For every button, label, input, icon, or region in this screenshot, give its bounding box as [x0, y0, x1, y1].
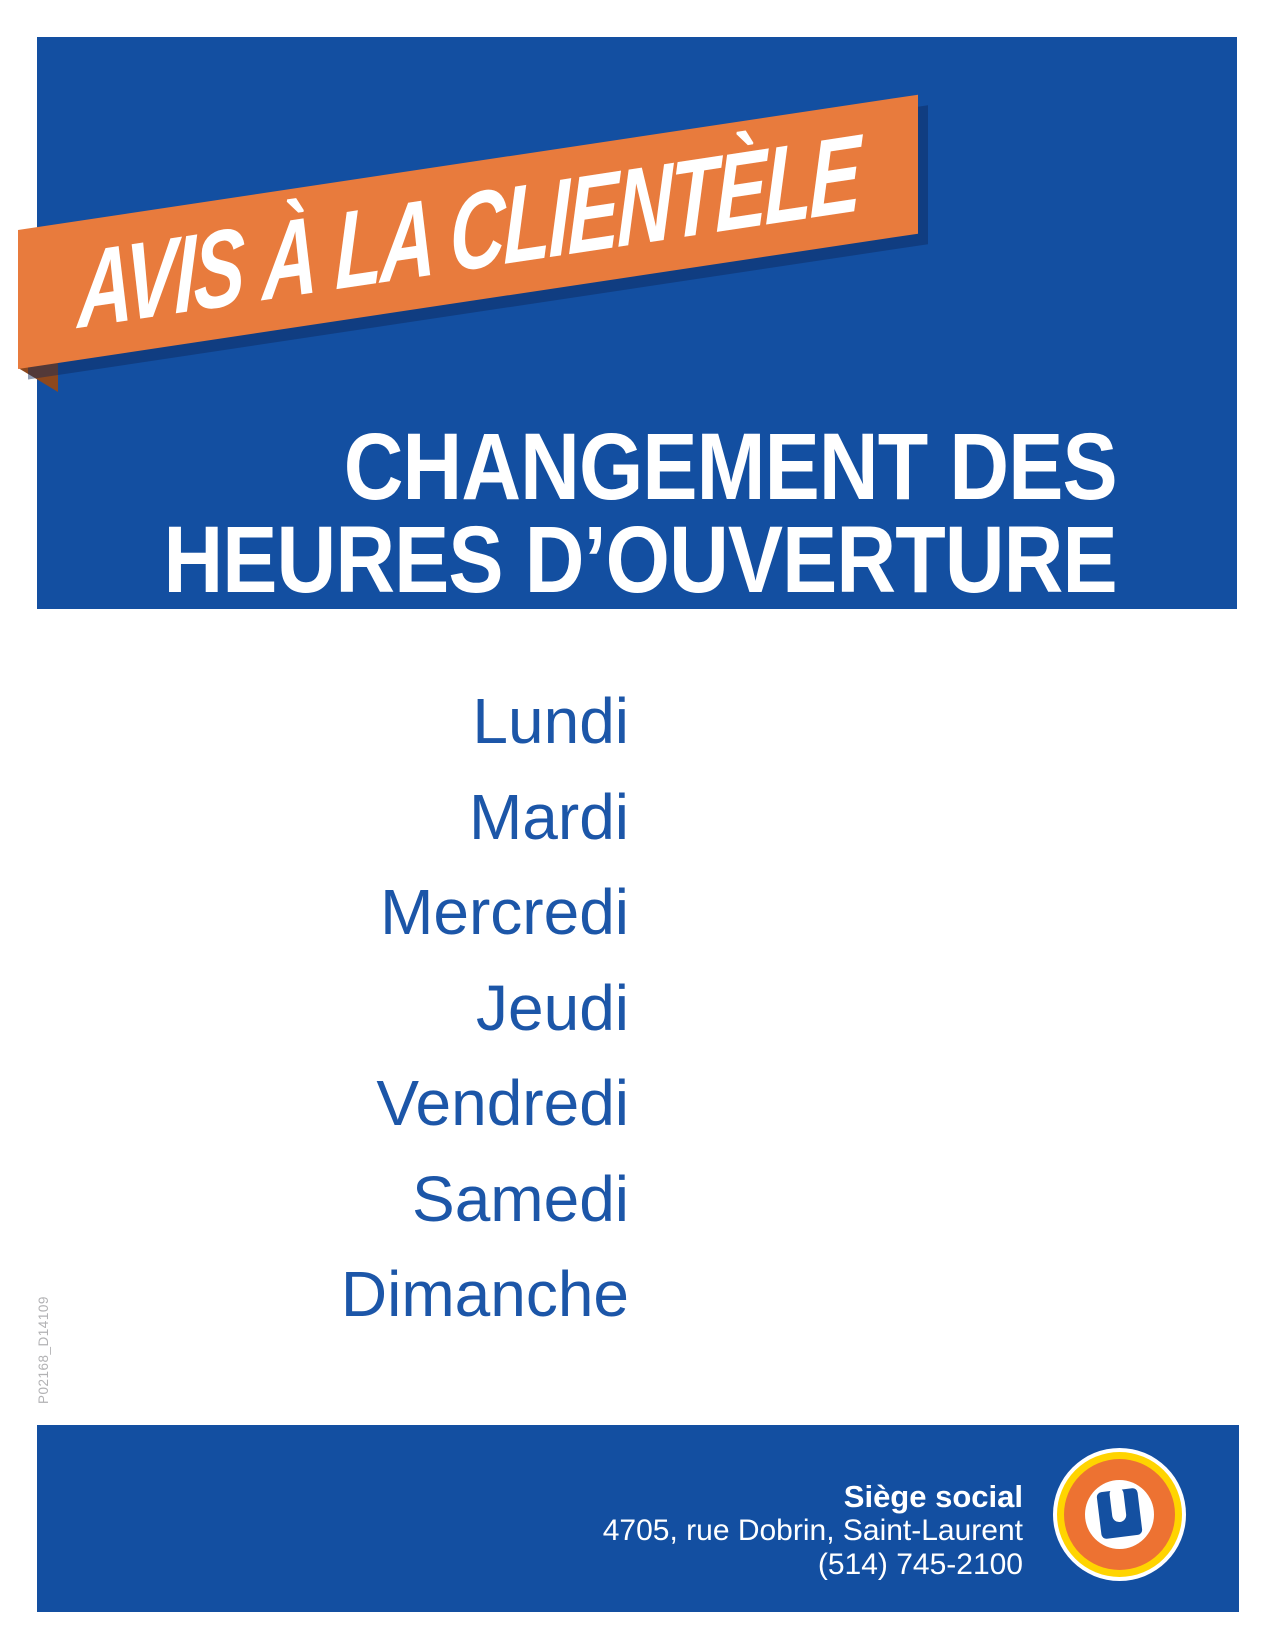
footer-address: 4705, rue Dobrin, Saint-Laurent [602, 1514, 1023, 1547]
day-label-wednesday: Mercredi [380, 876, 629, 948]
page-title [163, 414, 1117, 613]
footer-heading: Siège social [843, 1479, 1023, 1514]
day-label-monday: Lundi [472, 685, 629, 757]
day-label-sunday: Dimanche [340, 1258, 629, 1330]
day-label-saturday: Samedi [412, 1162, 629, 1235]
logo-u-letter-icon [1096, 1488, 1142, 1540]
day-label-tuesday: Mardi [468, 780, 629, 853]
page-title-line1: CHANGEMENT DES [343, 414, 1117, 520]
page-title-line2: HEURES D’OUVERTURE [163, 507, 1117, 613]
footer-phone: (514) 745-2100 [817, 1548, 1023, 1581]
weekday-list [341, 674, 629, 1343]
day-label-thursday: Jeudi [476, 971, 629, 1044]
brand-logo [1053, 1448, 1186, 1581]
footer-contact-block [603, 1480, 1023, 1582]
print-code: P02168_D14109 [36, 1296, 51, 1404]
ribbon-label: AVIS À LA CLIENTÈLE [77, 111, 859, 353]
day-label-friday: Vendredi [376, 1067, 629, 1139]
